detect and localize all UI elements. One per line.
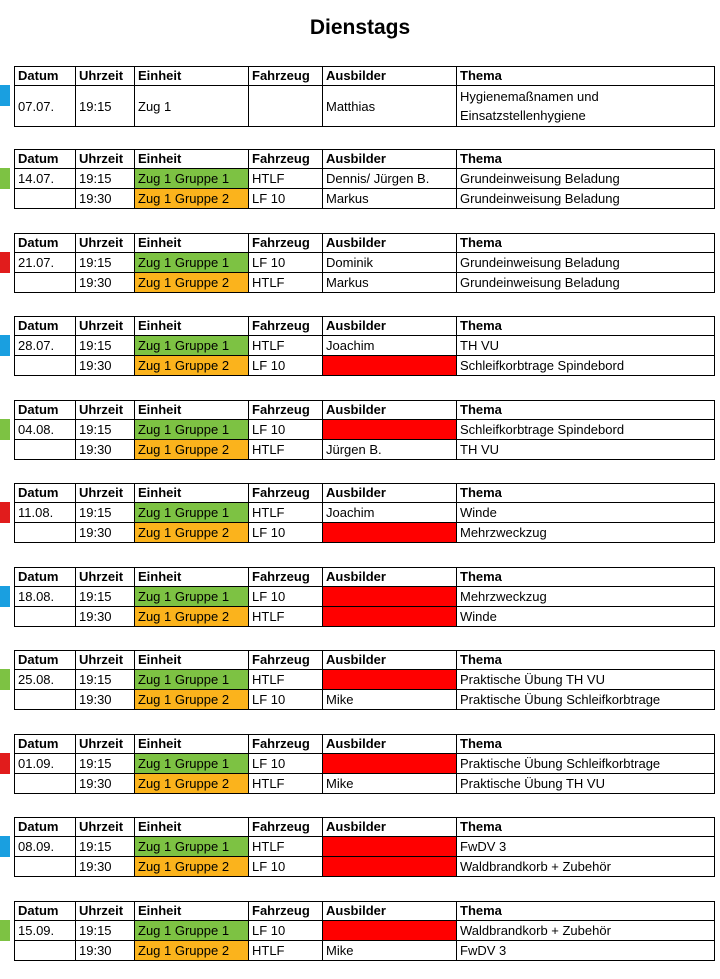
cell-ausbilder: [323, 607, 457, 627]
cell-datum: 14.07.: [15, 169, 76, 189]
column-header-datum: Datum: [15, 234, 76, 253]
cell-uhrzeit: 19:30: [76, 440, 135, 460]
cell-thema: Winde: [457, 607, 715, 627]
schedule-table: [14, 901, 715, 961]
cell-thema: Grundeinweisung Beladung: [457, 169, 715, 189]
cell-thema: Waldbrandkorb + Zubehör: [457, 857, 715, 877]
cell-einheit: Zug 1 Gruppe 2: [135, 774, 249, 794]
table-row: [15, 857, 715, 877]
column-header-fahrzeug: Fahrzeug: [249, 818, 323, 837]
column-header-datum: Datum: [15, 317, 76, 336]
header-row: [15, 67, 715, 86]
cell-thema: Schleifkorbtrage Spindebord: [457, 420, 715, 440]
cell-fahrzeug: LF 10: [249, 690, 323, 710]
table-row: [15, 587, 715, 607]
column-header-ausbilder: Ausbilder: [323, 902, 457, 921]
cell-uhrzeit: 19:30: [76, 607, 135, 627]
cell-fahrzeug: LF 10: [249, 523, 323, 543]
cell-ausbilder: Jürgen B.: [323, 440, 457, 460]
cell-thema: Waldbrandkorb + Zubehör: [457, 921, 715, 941]
column-header-uhrzeit: Uhrzeit: [76, 234, 135, 253]
cell-uhrzeit: 19:15: [76, 837, 135, 857]
cell-datum: 25.08.: [15, 670, 76, 690]
schedule-block: [14, 149, 714, 209]
cell-ausbilder: [323, 420, 457, 440]
cell-thema: Grundeinweisung Beladung: [457, 253, 715, 273]
column-header-uhrzeit: Uhrzeit: [76, 67, 135, 86]
header-row: [15, 317, 715, 336]
cell-fahrzeug: HTLF: [249, 336, 323, 356]
cell-fahrzeug: HTLF: [249, 169, 323, 189]
cell-einheit: Zug 1 Gruppe 1: [135, 169, 249, 189]
cell-einheit: Zug 1 Gruppe 2: [135, 690, 249, 710]
cell-ausbilder: [323, 857, 457, 877]
schedule-table: [14, 650, 715, 710]
color-marker: [0, 669, 10, 690]
column-header-ausbilder: Ausbilder: [323, 735, 457, 754]
cell-datum: [15, 356, 76, 376]
cell-fahrzeug: HTLF: [249, 941, 323, 961]
cell-einheit: Zug 1 Gruppe 1: [135, 420, 249, 440]
cell-ausbilder: Joachim: [323, 503, 457, 523]
cell-einheit: Zug 1 Gruppe 1: [135, 587, 249, 607]
cell-einheit: Zug 1 Gruppe 2: [135, 941, 249, 961]
cell-uhrzeit: 19:30: [76, 189, 135, 209]
column-header-datum: Datum: [15, 150, 76, 169]
column-header-datum: Datum: [15, 401, 76, 420]
color-marker: [0, 335, 10, 356]
column-header-ausbilder: Ausbilder: [323, 651, 457, 670]
column-header-datum: Datum: [15, 651, 76, 670]
cell-einheit: Zug 1 Gruppe 1: [135, 253, 249, 273]
cell-fahrzeug: HTLF: [249, 837, 323, 857]
schedule-block: [14, 483, 714, 543]
column-header-fahrzeug: Fahrzeug: [249, 568, 323, 587]
cell-einheit: Zug 1: [135, 86, 249, 127]
cell-fahrzeug: HTLF: [249, 774, 323, 794]
column-header-uhrzeit: Uhrzeit: [76, 150, 135, 169]
column-header-thema: Thema: [457, 818, 715, 837]
schedule-table: [14, 734, 715, 794]
cell-einheit: Zug 1 Gruppe 1: [135, 670, 249, 690]
cell-uhrzeit: 19:30: [76, 356, 135, 376]
table-row: [15, 336, 715, 356]
cell-fahrzeug: HTLF: [249, 670, 323, 690]
table-row: [15, 273, 715, 293]
column-header-fahrzeug: Fahrzeug: [249, 484, 323, 503]
cell-thema: Grundeinweisung Beladung: [457, 189, 715, 209]
column-header-einheit: Einheit: [135, 818, 249, 837]
column-header-ausbilder: Ausbilder: [323, 484, 457, 503]
column-header-ausbilder: Ausbilder: [323, 317, 457, 336]
column-header-uhrzeit: Uhrzeit: [76, 818, 135, 837]
table-row: [15, 774, 715, 794]
column-header-datum: Datum: [15, 818, 76, 837]
header-row: [15, 651, 715, 670]
cell-thema: Praktische Übung TH VU: [457, 670, 715, 690]
column-header-einheit: Einheit: [135, 484, 249, 503]
cell-thema: Hygienemaßnamen und Einsatzstellenhygiene: [457, 86, 715, 127]
cell-einheit: Zug 1 Gruppe 2: [135, 523, 249, 543]
cell-fahrzeug: HTLF: [249, 273, 323, 293]
schedule-block: [14, 400, 714, 460]
cell-uhrzeit: 19:15: [76, 670, 135, 690]
column-header-fahrzeug: Fahrzeug: [249, 234, 323, 253]
cell-uhrzeit: 19:15: [76, 754, 135, 774]
cell-ausbilder: Mike: [323, 774, 457, 794]
cell-ausbilder: Markus: [323, 189, 457, 209]
cell-fahrzeug: HTLF: [249, 607, 323, 627]
cell-thema: TH VU: [457, 440, 715, 460]
table-row: [15, 523, 715, 543]
column-header-fahrzeug: Fahrzeug: [249, 150, 323, 169]
column-header-datum: Datum: [15, 67, 76, 86]
cell-ausbilder: Mike: [323, 690, 457, 710]
cell-einheit: Zug 1 Gruppe 2: [135, 440, 249, 460]
color-marker: [0, 753, 10, 774]
cell-datum: 21.07.: [15, 253, 76, 273]
schedule-table: [14, 567, 715, 627]
color-marker: [0, 586, 10, 607]
cell-datum: 18.08.: [15, 587, 76, 607]
column-header-datum: Datum: [15, 484, 76, 503]
cell-datum: [15, 690, 76, 710]
cell-thema: Mehrzweckzug: [457, 523, 715, 543]
cell-einheit: Zug 1 Gruppe 1: [135, 754, 249, 774]
cell-uhrzeit: 19:15: [76, 420, 135, 440]
color-marker: [0, 168, 10, 189]
column-header-fahrzeug: Fahrzeug: [249, 735, 323, 754]
column-header-einheit: Einheit: [135, 568, 249, 587]
cell-ausbilder: Matthias: [323, 86, 457, 127]
cell-ausbilder: [323, 356, 457, 376]
cell-thema: FwDV 3: [457, 837, 715, 857]
column-header-uhrzeit: Uhrzeit: [76, 651, 135, 670]
cell-uhrzeit: 19:15: [76, 253, 135, 273]
cell-datum: [15, 857, 76, 877]
column-header-thema: Thema: [457, 150, 715, 169]
schedule-table: [14, 233, 715, 293]
column-header-datum: Datum: [15, 902, 76, 921]
cell-fahrzeug: HTLF: [249, 440, 323, 460]
column-header-fahrzeug: Fahrzeug: [249, 902, 323, 921]
page-title: Dienstags: [309, 16, 411, 39]
column-header-datum: Datum: [15, 568, 76, 587]
column-header-uhrzeit: Uhrzeit: [76, 317, 135, 336]
schedule-block: [14, 66, 714, 127]
column-header-fahrzeug: Fahrzeug: [249, 67, 323, 86]
cell-datum: [15, 189, 76, 209]
cell-einheit: Zug 1 Gruppe 1: [135, 837, 249, 857]
cell-ausbilder: [323, 523, 457, 543]
cell-datum: [15, 941, 76, 961]
column-header-ausbilder: Ausbilder: [323, 568, 457, 587]
cell-datum: 11.08.: [15, 503, 76, 523]
column-header-thema: Thema: [457, 234, 715, 253]
table-row: [15, 440, 715, 460]
cell-einheit: Zug 1 Gruppe 2: [135, 857, 249, 877]
cell-ausbilder: [323, 754, 457, 774]
cell-ausbilder: [323, 670, 457, 690]
table-row: [15, 420, 715, 440]
cell-datum: 01.09.: [15, 754, 76, 774]
cell-uhrzeit: 19:15: [76, 921, 135, 941]
cell-ausbilder: [323, 921, 457, 941]
cell-thema: FwDV 3: [457, 941, 715, 961]
schedule-table: [14, 66, 715, 127]
table-row: [15, 356, 715, 376]
schedule-block: [14, 567, 714, 627]
cell-ausbilder: Mike: [323, 941, 457, 961]
cell-fahrzeug: LF 10: [249, 921, 323, 941]
cell-datum: [15, 273, 76, 293]
cell-ausbilder: Dominik: [323, 253, 457, 273]
cell-datum: 15.09.: [15, 921, 76, 941]
cell-einheit: Zug 1 Gruppe 2: [135, 607, 249, 627]
column-header-thema: Thema: [457, 735, 715, 754]
column-header-einheit: Einheit: [135, 651, 249, 670]
color-marker: [0, 836, 10, 857]
column-header-einheit: Einheit: [135, 902, 249, 921]
cell-thema: Praktische Übung TH VU: [457, 774, 715, 794]
column-header-einheit: Einheit: [135, 67, 249, 86]
cell-thema: TH VU: [457, 336, 715, 356]
table-row: [15, 86, 715, 127]
color-marker: [0, 419, 10, 440]
cell-thema: Praktische Übung Schleifkorbtrage: [457, 690, 715, 710]
column-header-ausbilder: Ausbilder: [323, 401, 457, 420]
cell-fahrzeug: [249, 86, 323, 127]
column-header-fahrzeug: Fahrzeug: [249, 317, 323, 336]
schedule-table: [14, 149, 715, 209]
column-header-ausbilder: Ausbilder: [323, 818, 457, 837]
column-header-einheit: Einheit: [135, 735, 249, 754]
cell-fahrzeug: HTLF: [249, 503, 323, 523]
column-header-thema: Thema: [457, 902, 715, 921]
column-header-uhrzeit: Uhrzeit: [76, 568, 135, 587]
cell-fahrzeug: LF 10: [249, 754, 323, 774]
table-row: [15, 754, 715, 774]
cell-uhrzeit: 19:30: [76, 774, 135, 794]
header-row: [15, 735, 715, 754]
header-row: [15, 902, 715, 921]
cell-uhrzeit: 19:30: [76, 857, 135, 877]
cell-thema: Winde: [457, 503, 715, 523]
schedule-table: [14, 817, 715, 877]
cell-einheit: Zug 1 Gruppe 2: [135, 356, 249, 376]
cell-uhrzeit: 19:15: [76, 169, 135, 189]
cell-einheit: Zug 1 Gruppe 1: [135, 503, 249, 523]
color-marker: [0, 502, 10, 523]
cell-fahrzeug: LF 10: [249, 857, 323, 877]
color-marker: [0, 252, 10, 273]
column-header-thema: Thema: [457, 484, 715, 503]
schedule-table: [14, 483, 715, 543]
header-row: [15, 568, 715, 587]
table-row: [15, 169, 715, 189]
column-header-uhrzeit: Uhrzeit: [76, 902, 135, 921]
cell-einheit: Zug 1 Gruppe 2: [135, 189, 249, 209]
cell-datum: 04.08.: [15, 420, 76, 440]
column-header-ausbilder: Ausbilder: [323, 234, 457, 253]
cell-uhrzeit: 19:30: [76, 690, 135, 710]
schedule-block: [14, 650, 714, 710]
cell-ausbilder: [323, 587, 457, 607]
column-header-uhrzeit: Uhrzeit: [76, 401, 135, 420]
cell-datum: [15, 607, 76, 627]
header-row: [15, 150, 715, 169]
table-row: [15, 941, 715, 961]
header-row: [15, 484, 715, 503]
cell-einheit: Zug 1 Gruppe 1: [135, 921, 249, 941]
column-header-einheit: Einheit: [135, 317, 249, 336]
cell-datum: [15, 774, 76, 794]
column-header-thema: Thema: [457, 67, 715, 86]
column-header-thema: Thema: [457, 568, 715, 587]
cell-ausbilder: [323, 837, 457, 857]
schedule-block: [14, 233, 714, 293]
table-row: [15, 253, 715, 273]
cell-uhrzeit: 19:15: [76, 503, 135, 523]
table-row: [15, 670, 715, 690]
table-row: [15, 189, 715, 209]
table-row: [15, 921, 715, 941]
color-marker: [0, 85, 10, 106]
column-header-einheit: Einheit: [135, 234, 249, 253]
column-header-fahrzeug: Fahrzeug: [249, 401, 323, 420]
cell-fahrzeug: LF 10: [249, 253, 323, 273]
cell-thema: Praktische Übung Schleifkorbtrage: [457, 754, 715, 774]
cell-einheit: Zug 1 Gruppe 2: [135, 273, 249, 293]
header-row: [15, 234, 715, 253]
cell-thema: Grundeinweisung Beladung: [457, 273, 715, 293]
table-row: [15, 503, 715, 523]
cell-uhrzeit: 19:15: [76, 336, 135, 356]
schedule-block: [14, 817, 714, 877]
cell-ausbilder: Joachim: [323, 336, 457, 356]
cell-thema: Mehrzweckzug: [457, 587, 715, 607]
color-marker: [0, 920, 10, 941]
table-row: [15, 690, 715, 710]
cell-thema: Schleifkorbtrage Spindebord: [457, 356, 715, 376]
column-header-einheit: Einheit: [135, 150, 249, 169]
schedule-block: [14, 901, 714, 961]
cell-uhrzeit: 19:30: [76, 273, 135, 293]
cell-fahrzeug: LF 10: [249, 356, 323, 376]
column-header-fahrzeug: Fahrzeug: [249, 651, 323, 670]
cell-fahrzeug: LF 10: [249, 189, 323, 209]
cell-datum: 28.07.: [15, 336, 76, 356]
cell-fahrzeug: LF 10: [249, 420, 323, 440]
table-row: [15, 837, 715, 857]
cell-ausbilder: Markus: [323, 273, 457, 293]
cell-uhrzeit: 19:30: [76, 941, 135, 961]
cell-uhrzeit: 19:30: [76, 523, 135, 543]
column-header-ausbilder: Ausbilder: [323, 67, 457, 86]
header-row: [15, 818, 715, 837]
column-header-thema: Thema: [457, 317, 715, 336]
column-header-thema: Thema: [457, 651, 715, 670]
cell-datum: [15, 440, 76, 460]
cell-fahrzeug: LF 10: [249, 587, 323, 607]
cell-uhrzeit: 19:15: [76, 86, 135, 127]
column-header-uhrzeit: Uhrzeit: [76, 735, 135, 754]
column-header-uhrzeit: Uhrzeit: [76, 484, 135, 503]
schedule-table: [14, 316, 715, 376]
column-header-thema: Thema: [457, 401, 715, 420]
column-header-datum: Datum: [15, 735, 76, 754]
column-header-einheit: Einheit: [135, 401, 249, 420]
column-header-ausbilder: Ausbilder: [323, 150, 457, 169]
cell-datum: 07.07.: [15, 86, 76, 127]
cell-datum: [15, 523, 76, 543]
table-row: [15, 607, 715, 627]
header-row: [15, 401, 715, 420]
schedule-block: [14, 734, 714, 794]
cell-uhrzeit: 19:15: [76, 587, 135, 607]
cell-einheit: Zug 1 Gruppe 1: [135, 336, 249, 356]
schedule-block: [14, 316, 714, 376]
cell-datum: 08.09.: [15, 837, 76, 857]
cell-ausbilder: Dennis/ Jürgen B.: [323, 169, 457, 189]
schedule-table: [14, 400, 715, 460]
